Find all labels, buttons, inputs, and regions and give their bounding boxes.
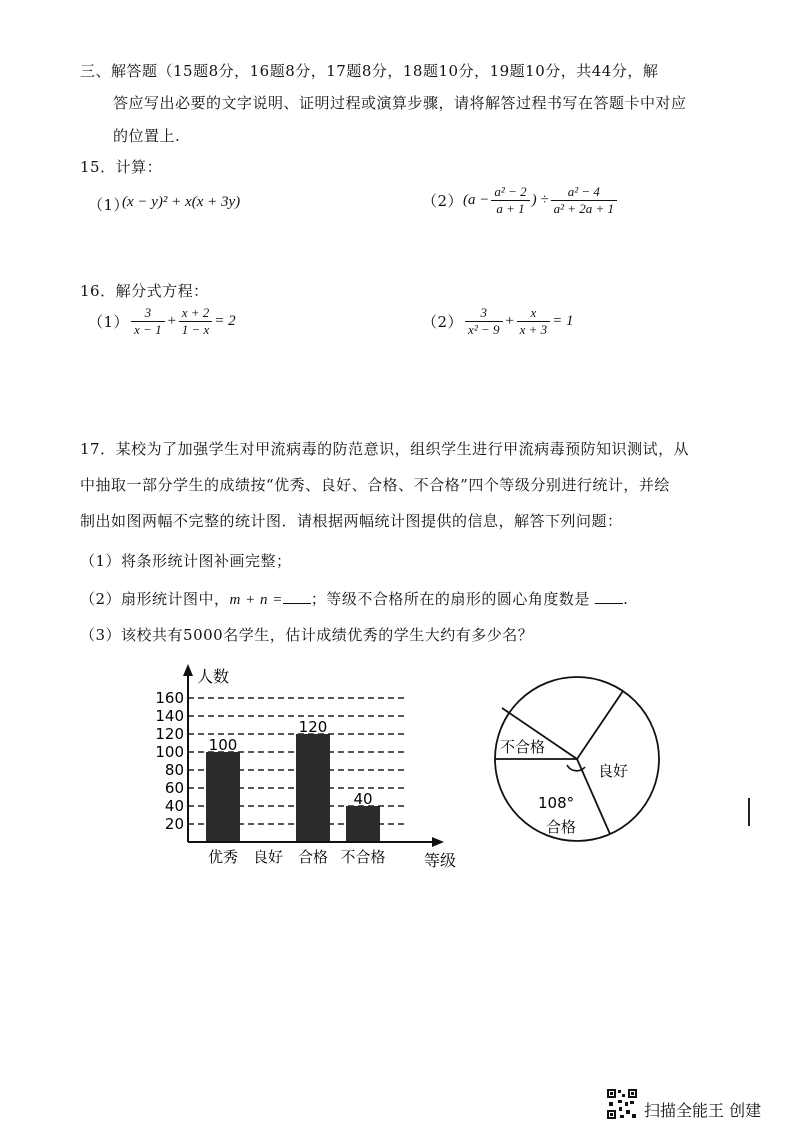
q15-part2-fraction1 bbox=[491, 184, 529, 217]
fraction-denominator: a² + 2a + 1 bbox=[553, 201, 615, 216]
q17-sub2-text-a: （2）扇形统计图中， bbox=[80, 590, 230, 608]
q17-sub1: （1）将条形统计图补画完整； bbox=[80, 552, 292, 570]
q15-part2-pre: (a − bbox=[463, 192, 490, 208]
bar-data-label: 100 bbox=[208, 736, 238, 754]
pie-label-fail: 不合格 bbox=[500, 738, 546, 756]
answer-blank bbox=[595, 589, 623, 604]
fraction-numerator: a² − 2 bbox=[491, 184, 529, 201]
x-tick-label: 良好 bbox=[252, 848, 284, 866]
q17-text-line1: 17．某校为了加强学生对甲流病毒的防范意识，组织学生进行甲流病毒预防知识测试，从 bbox=[80, 440, 690, 458]
q16-part1-label: （1） bbox=[88, 313, 130, 331]
y-axis-label: 人数 bbox=[197, 667, 230, 686]
q16-part2-rhs: = 1 bbox=[552, 313, 574, 329]
fraction-denominator: x² − 9 bbox=[468, 322, 500, 337]
x-tick-label: 不合格 bbox=[340, 848, 386, 866]
q16-title: 16．解分式方程： bbox=[80, 282, 209, 300]
section-heading-line3: 的位置上. bbox=[113, 127, 181, 145]
q16-part2 bbox=[422, 305, 574, 338]
q16-part1-rhs: = 2 bbox=[214, 313, 236, 329]
q17-sub2-text-c: . bbox=[623, 590, 629, 608]
x-axis-label: 等级 bbox=[424, 851, 457, 870]
bar-data-label: 40 bbox=[353, 790, 373, 808]
section-heading-line2: 答应写出必要的文字说明、证明过程或演算步骤，请将解答过程书写在答题卡中对应 bbox=[113, 94, 687, 112]
q15-part1-expression: (x − y)² + x(x + 3y) bbox=[122, 194, 241, 210]
answer-blank bbox=[283, 589, 311, 604]
y-tick-label: 120 bbox=[155, 725, 184, 743]
fraction-denominator: x + 3 bbox=[519, 322, 548, 337]
q15-part2-label: （2） bbox=[422, 192, 464, 210]
q15-part2-mid: ) ÷ bbox=[531, 192, 549, 208]
fraction-numerator: a² − 4 bbox=[551, 184, 617, 201]
y-tick-label: 160 bbox=[155, 689, 184, 707]
pie-divider bbox=[577, 691, 623, 759]
plus-sign: + bbox=[504, 313, 515, 329]
plus-sign: + bbox=[166, 313, 177, 329]
fraction-numerator: x + 2 bbox=[179, 305, 213, 322]
footer-brand: 扫描全能王 创建 bbox=[644, 1101, 762, 1120]
qr-code-icon bbox=[606, 1088, 638, 1120]
q15-part2 bbox=[422, 184, 619, 217]
margin-mark bbox=[748, 798, 750, 826]
q16-part2-fraction2 bbox=[517, 305, 551, 338]
q15-part1-label: （1） bbox=[88, 196, 130, 214]
x-axis-arrow bbox=[432, 837, 444, 847]
bar-chart bbox=[150, 660, 470, 880]
y-tick-label: 80 bbox=[164, 761, 184, 779]
pie-label-good: 良好 bbox=[598, 762, 629, 780]
fraction-numerator: x bbox=[517, 305, 551, 322]
q17-text-line2: 中抽取一部分学生的成绩按“优秀、良好、合格、不合格”四个等级分别进行统计，并绘 bbox=[80, 476, 670, 494]
q16-part2-label: （2） bbox=[422, 313, 464, 331]
y-tick-label: 20 bbox=[164, 815, 184, 833]
x-tick-label: 优秀 bbox=[207, 848, 239, 866]
fraction-numerator: 3 bbox=[131, 305, 165, 322]
section-heading-line1: 三、解答题（15题8分，16题8分，17题8分，18题10分，19题10分，共44分，解 bbox=[80, 62, 659, 80]
fraction-denominator: x − 1 bbox=[134, 322, 162, 337]
pie-chart bbox=[488, 668, 668, 852]
q16-part1-fraction1 bbox=[131, 305, 165, 338]
y-tick-label: 100 bbox=[155, 743, 184, 761]
fraction-numerator: 3 bbox=[465, 305, 502, 322]
q17-sub2-text-b: ；等级不合格所在的扇形的圆心角度数是 bbox=[310, 590, 590, 608]
fraction-denominator: 1 − x bbox=[181, 322, 210, 337]
x-tick-label: 合格 bbox=[297, 848, 329, 866]
y-tick-label: 60 bbox=[164, 779, 184, 797]
q15-title: 15．计算： bbox=[80, 158, 163, 176]
q16-part1 bbox=[88, 305, 236, 338]
bar bbox=[296, 734, 330, 842]
bar-data-label: 120 bbox=[298, 718, 328, 736]
y-axis-arrow bbox=[183, 664, 193, 676]
q16-part2-fraction1 bbox=[465, 305, 502, 338]
q17-sub3: （3）该校共有5000名学生，估计成绩优秀的学生大约有多少名？ bbox=[80, 626, 534, 644]
pie-label-pass: 合格 bbox=[546, 818, 577, 836]
y-tick-label: 140 bbox=[155, 707, 184, 725]
q17-text-line3: 制出如图两幅不完整的统计图．请根据两幅统计图提供的信息，解答下列问题： bbox=[80, 512, 623, 530]
pie-angle-annotation: 108° bbox=[538, 794, 575, 812]
fraction-denominator: a + 1 bbox=[496, 201, 525, 216]
q16-part1-fraction2 bbox=[179, 305, 213, 338]
angle-arc bbox=[567, 765, 585, 771]
bar bbox=[206, 752, 240, 842]
q17-sub2-expression: m + n = bbox=[229, 592, 283, 608]
y-tick-label: 40 bbox=[164, 797, 184, 815]
q17-sub2 bbox=[80, 588, 628, 609]
q15-part2-fraction2 bbox=[551, 184, 617, 217]
bar bbox=[346, 806, 380, 842]
